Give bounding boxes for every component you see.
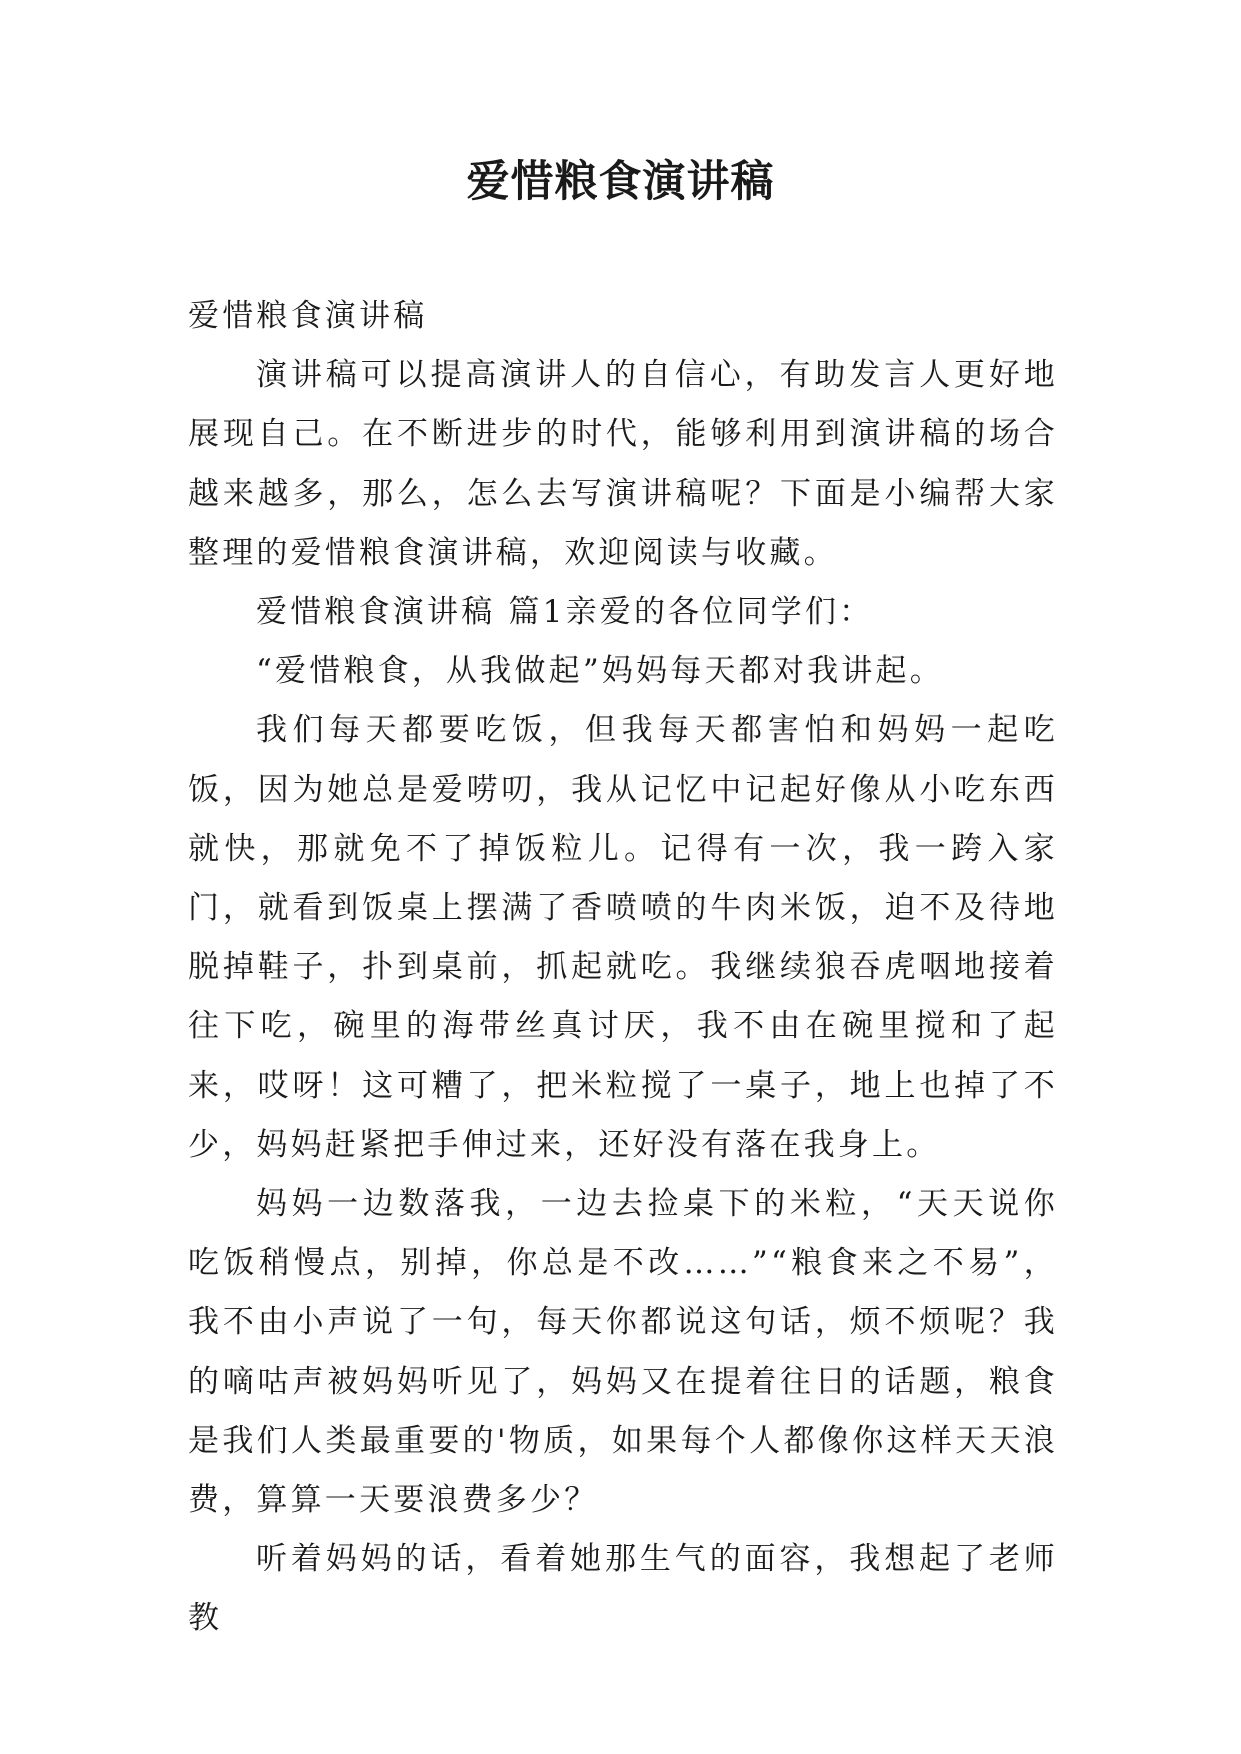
- document-title: 爱惜粮食演讲稿: [466, 157, 775, 207]
- document-body: [188, 287, 1058, 1649]
- section-heading-paragraph: 爱惜粮食演讲稿 篇1亲爱的各位同学们：: [256, 594, 874, 631]
- intro-paragraph: 演讲稿可以提高演讲人的自信心，有助发言人更好地展现自己。在不断进步的时代，能够利用到演讲稿的场合越来越多，那么，怎么去写演讲稿呢？下面是小编帮大家整理的爱惜粮食演讲稿，欢迎阅读与收藏。: [188, 357, 1058, 571]
- closing-paragraph: 听着妈妈的话，看着她那生气的面容，我想起了老师教: [188, 1541, 1058, 1637]
- story-paragraph: 我们每天都要吃饭，但我每天都害怕和妈妈一起吃饭，因为她总是爱唠叨，我从记忆中记起好像从小吃东西就快，那就免不了掉饭粒儿。记得有一次，我一跨入家门，就看到饭桌上摆满了香喷喷的牛肉米饭，迫不及待地脱掉鞋子，扑到桌前，抓起就吃。我继续狼吞虎咽地接着往下吃，碗里的海带丝真讨厌，我不由在碗里搅和了起来，哎呀！这可糟了，把米粒搅了一桌子，地上也掉了不少，妈妈赶紧把手伸过来，还好没有落在我身上。: [188, 712, 1058, 1163]
- quote-paragraph: “爱惜粮食，从我做起”妈妈每天都对我讲起。: [256, 653, 944, 690]
- subtitle-paragraph: 爱惜粮食演讲稿: [188, 298, 428, 334]
- mother-paragraph: 妈妈一边数落我，一边去捡桌下的米粒，“天天说你吃饭稍慢点，别掉，你总是不改……”“粮食来之不易”，我不由小声说了一句，每天你都说这句话，烦不烦呢？我的嘀咕声被妈妈听见了，妈妈又在提着往日的话题，粮食是我们人类最重要的'物质，如果每个人都像你这样天天浪费，算算一天要浪费多少？: [188, 1186, 1058, 1519]
